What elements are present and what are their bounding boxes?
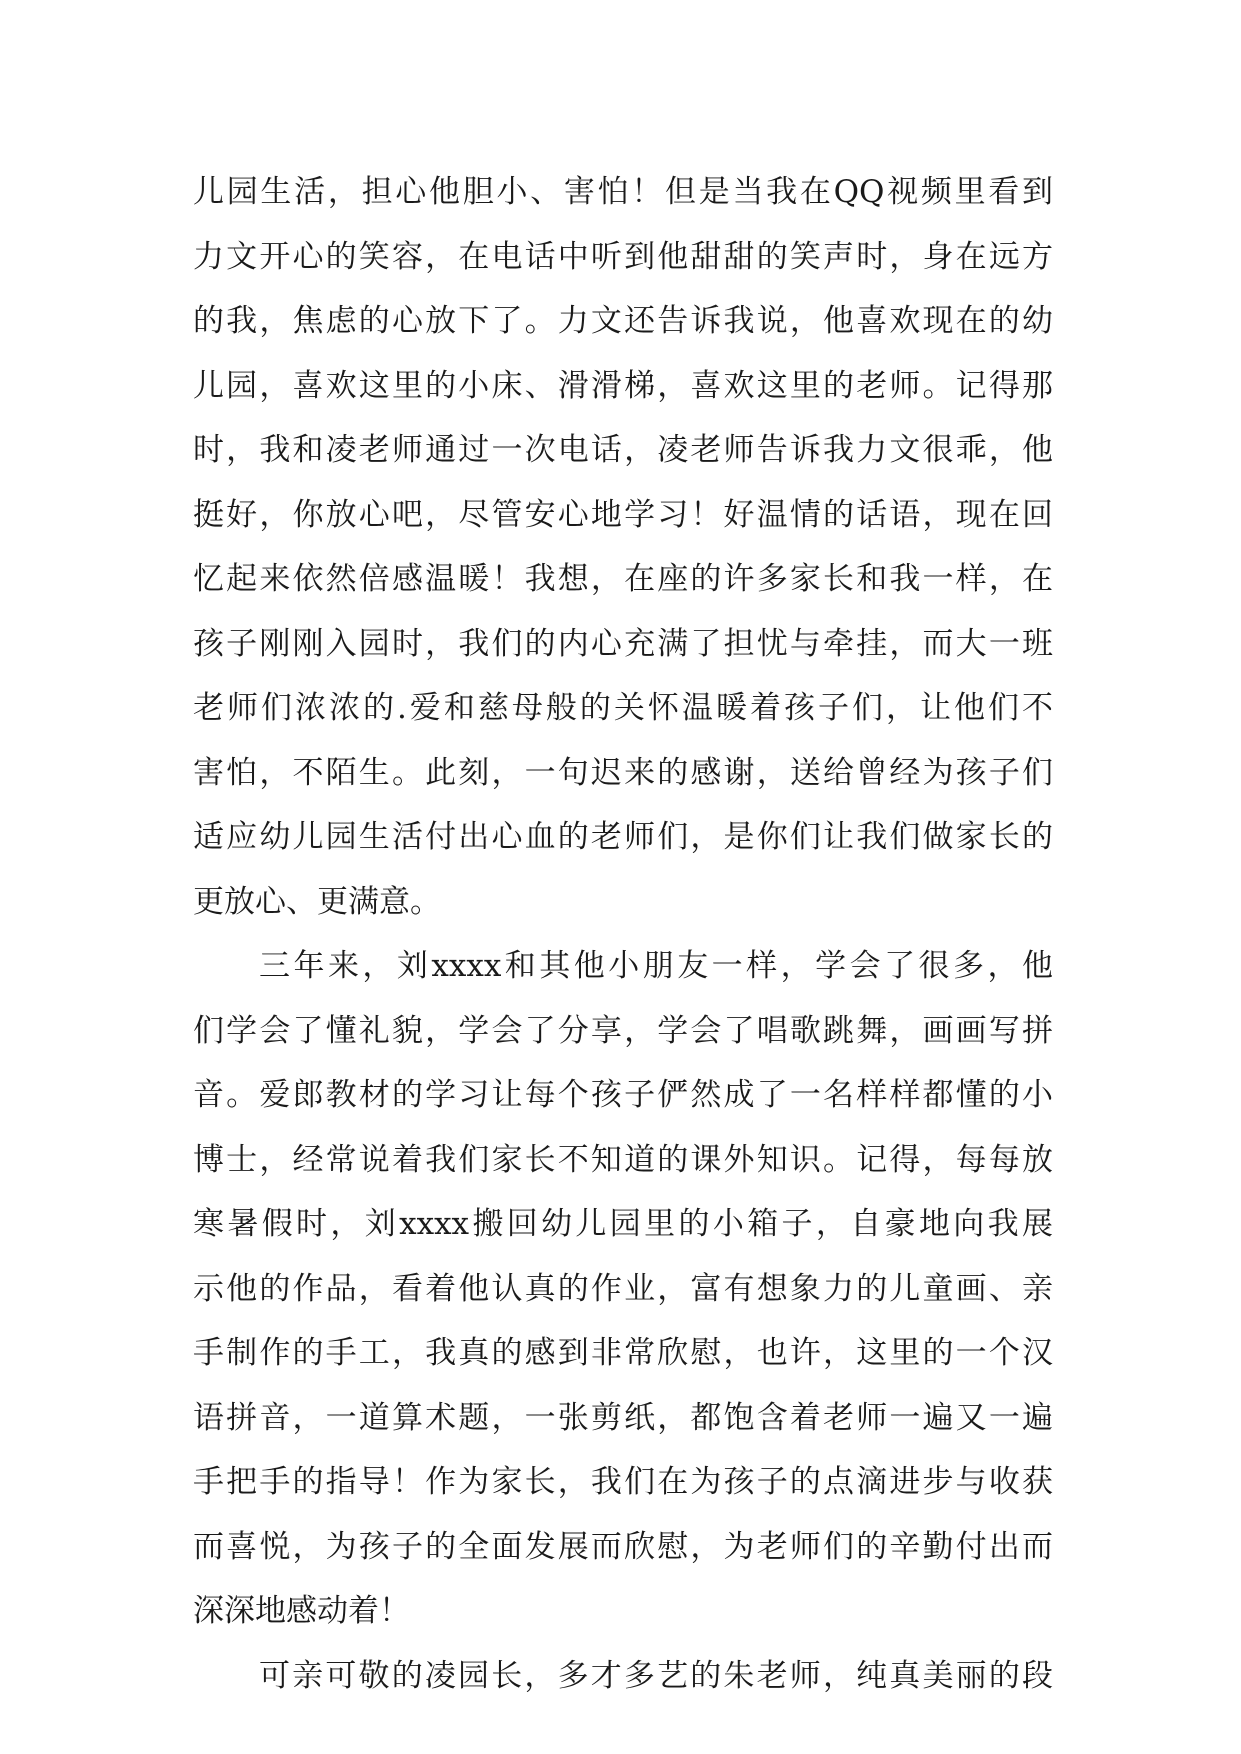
- body-text: [193, 160, 1053, 1708]
- text-line: 老师们浓浓的.爱和慈母般的关怀温暖着孩子们，让他们不: [193, 690, 1053, 726]
- text-line: 更放心、更满意。: [193, 883, 441, 920]
- text-line: 博士，经常说着我们家长不知道的课外知识。记得，每每放: [193, 1141, 1053, 1178]
- text-line: 时，我和凌老师通过一次电话，凌老师告诉我力文很乖，他: [193, 432, 1053, 468]
- text-line: 力文开心的笑容，在电话中听到他甜甜的笑声时，身在远方: [193, 238, 1053, 275]
- text-line: 的我，焦虑的心放下了。力文还告诉我说，他喜欢现在的幼: [193, 303, 1053, 339]
- text-line: 儿园，喜欢这里的小床、滑滑梯，喜欢这里的老师。记得那: [193, 367, 1053, 404]
- paragraph-3: [193, 1644, 1053, 1709]
- text-line: 深深地感动着！: [193, 1593, 410, 1629]
- text-line: 儿园生活，担心他胆小、害怕！但是当我在QQ视频里看到: [193, 174, 1053, 210]
- paragraph-1: [193, 160, 1053, 934]
- text-line: 寒暑假时，刘xxxx搬回幼儿园里的小箱子，自豪地向我展: [193, 1206, 1053, 1242]
- paragraph-2: [193, 934, 1053, 1644]
- text-line: 忆起来依然倍感温暖！我想，在座的许多家长和我一样，在: [193, 561, 1053, 597]
- text-line: 适应幼儿园生活付出心血的老师们，是你们让我们做家长的: [193, 819, 1053, 855]
- text-line: 挺好，你放心吧，尽管安心地学习！好温情的话语，现在回: [193, 496, 1053, 533]
- text-line: 音。爱郎教材的学习让每个孩子俨然成了一名样样都懂的小: [193, 1077, 1053, 1113]
- text-line: 手制作的手工，我真的感到非常欣慰，也许，这里的一个汉: [193, 1335, 1053, 1371]
- text-line: 们学会了懂礼貌，学会了分享，学会了唱歌跳舞，画画写拼: [193, 1012, 1053, 1049]
- text-line: 而喜悦，为孩子的全面发展而欣慰，为老师们的辛勤付出而: [193, 1528, 1053, 1565]
- text-line: 可亲可敬的凌园长，多才多艺的朱老师，纯真美丽的段: [259, 1657, 1053, 1694]
- text-line: 三年来，刘xxxx和其他小朋友一样，学会了很多，他: [259, 948, 1053, 984]
- text-line: 示他的作品，看着他认真的作业，富有想象力的儿童画、亲: [193, 1270, 1053, 1307]
- text-line: 孩子刚刚入园时，我们的内心充满了担忧与牵挂，而大一班: [193, 625, 1053, 662]
- text-line: 手把手的指导！作为家长，我们在为孩子的点滴进步与收获: [193, 1464, 1053, 1500]
- text-line: 语拼音，一道算术题，一张剪纸，都饱含着老师一遍又一遍: [193, 1399, 1053, 1436]
- text-line: 害怕，不陌生。此刻，一句迟来的感谢，送给曾经为孩子们: [193, 754, 1053, 791]
